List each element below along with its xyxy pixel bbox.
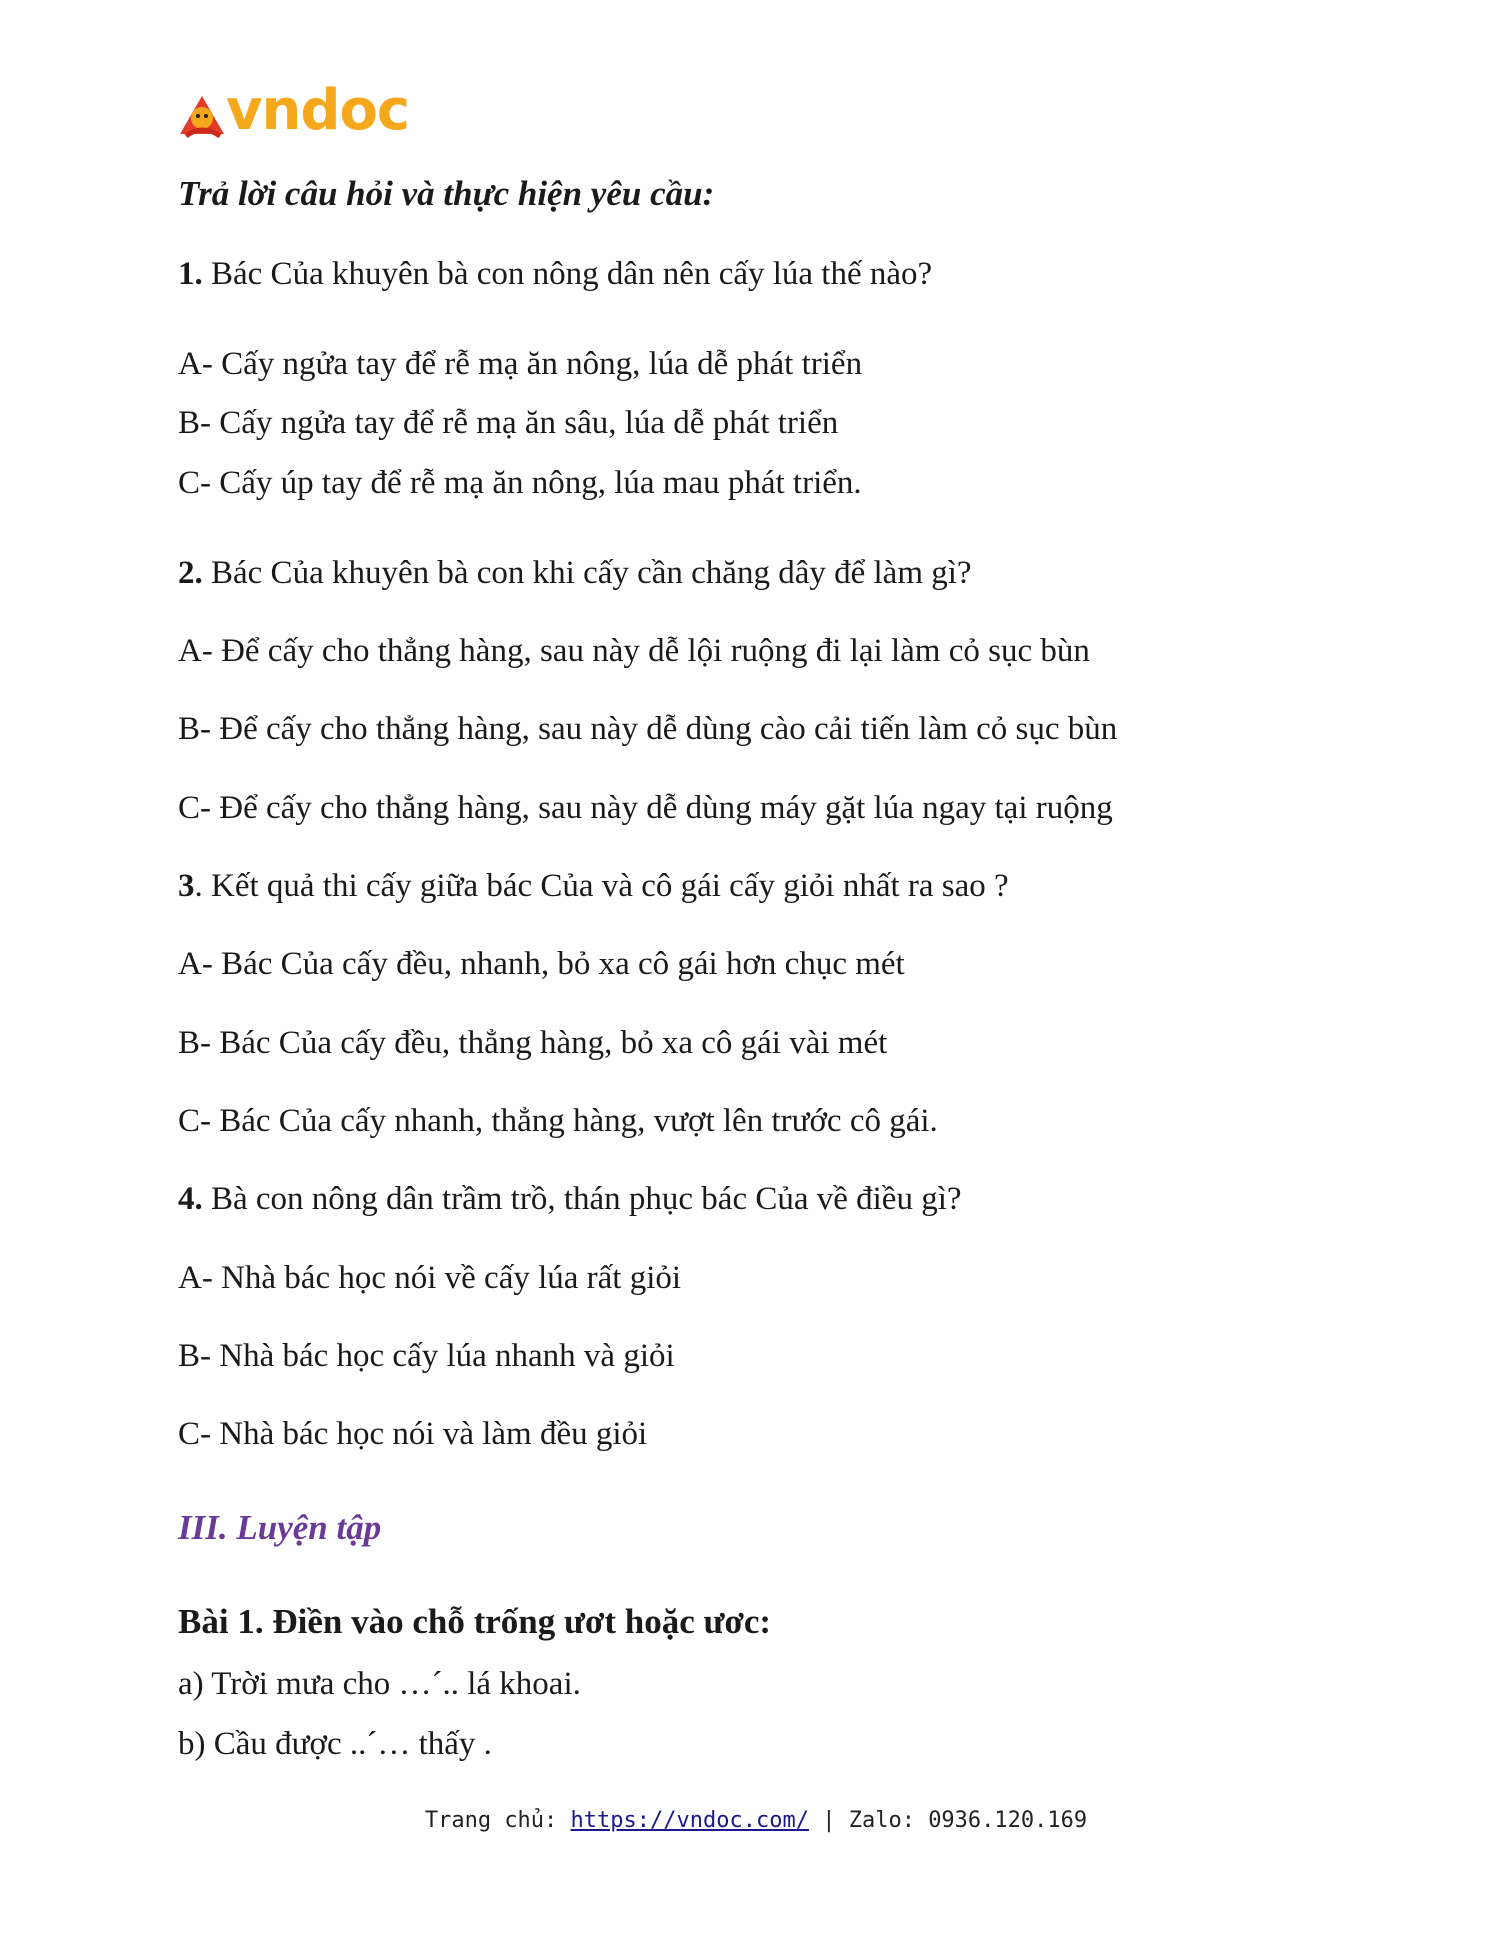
q3-option-c: C- Bác Của cấy nhanh, thẳng hàng, vượt lên trước cô gái. [178, 1103, 938, 1139]
question-text: . Kết quả thi cấy giữa bác Của và cô gái cấy giỏi nhất ra sao ? [194, 868, 1009, 904]
q4-option-a: A- Nhà bác học nói về cấy lúa rất giỏi [178, 1260, 682, 1296]
homepage-link[interactable]: https://vndoc.com/ [570, 1808, 809, 1833]
exercise-item-b: b) Cầu được ..´… thấy . [178, 1726, 492, 1762]
footer-zalo: Zalo: 0936.120.169 [848, 1808, 1088, 1833]
q4-option-b: B- Nhà bác học cấy lúa nhanh và giỏi [178, 1338, 675, 1374]
footer-label: Trang chủ: [424, 1808, 571, 1833]
q1-option-a: A- Cấy ngửa tay để rễ mạ ăn nông, lúa dễ phát triển [178, 346, 863, 382]
question-number: 4. [178, 1181, 203, 1217]
q3-option-a: A- Bác Của cấy đều, nhanh, bỏ xa cô gái hơn chục mét [178, 946, 905, 982]
question-number: 2. [178, 555, 203, 591]
page-footer [0, 1808, 1512, 1833]
q1-option-c: C- Cấy úp tay để rễ mạ ăn nông, lúa mau phát triển. [178, 465, 862, 501]
vndoc-logo-text: vndoc [226, 78, 410, 143]
question-2 [178, 555, 972, 592]
question-number: 3 [178, 868, 195, 904]
question-1 [178, 256, 932, 293]
q3-option-b: B- Bác Của cấy đều, thẳng hàng, bỏ xa cô gái vài mét [178, 1025, 888, 1061]
question-3 [178, 868, 1009, 905]
section-title: III. Luyện tập [178, 1508, 382, 1547]
question-4 [178, 1181, 962, 1218]
q2-option-c: C- Để cấy cho thẳng hàng, sau này dễ dùng máy gặt lúa ngay tại ruộng [178, 790, 1113, 826]
exercise-item-a: a) Trời mưa cho …´.. lá khoai. [178, 1666, 581, 1702]
question-text: Bà con nông dân trầm trồ, thán phục bác Của về điều gì? [202, 1181, 962, 1217]
footer-separator: | [808, 1808, 849, 1833]
vndoc-logo [176, 78, 410, 144]
question-text: Bác Của khuyên bà con khi cấy cần chăng dây để làm gì? [202, 555, 972, 591]
instruction-heading: Trả lời câu hỏi và thực hiện yêu cầu: [178, 174, 715, 213]
q2-option-b: B- Để cấy cho thẳng hàng, sau này dễ dùng cào cải tiến làm cỏ sục bùn [178, 711, 1118, 747]
vndoc-mascot-icon [176, 90, 228, 142]
q4-option-c: C- Nhà bác học nói và làm đều giỏi [178, 1416, 648, 1452]
q2-option-a: A- Để cấy cho thẳng hàng, sau này dễ lội ruộng đi lại làm cỏ sục bùn [178, 633, 1090, 669]
question-text: Bác Của khuyên bà con nông dân nên cấy lúa thế nào? [202, 256, 933, 292]
exercise-title: Bài 1. Điền vào chỗ trống ươt hoặc ươc: [178, 1602, 772, 1641]
question-number: 1. [178, 256, 203, 292]
q1-option-b: B- Cấy ngửa tay để rễ mạ ăn sâu, lúa dễ phát triển [178, 405, 839, 441]
